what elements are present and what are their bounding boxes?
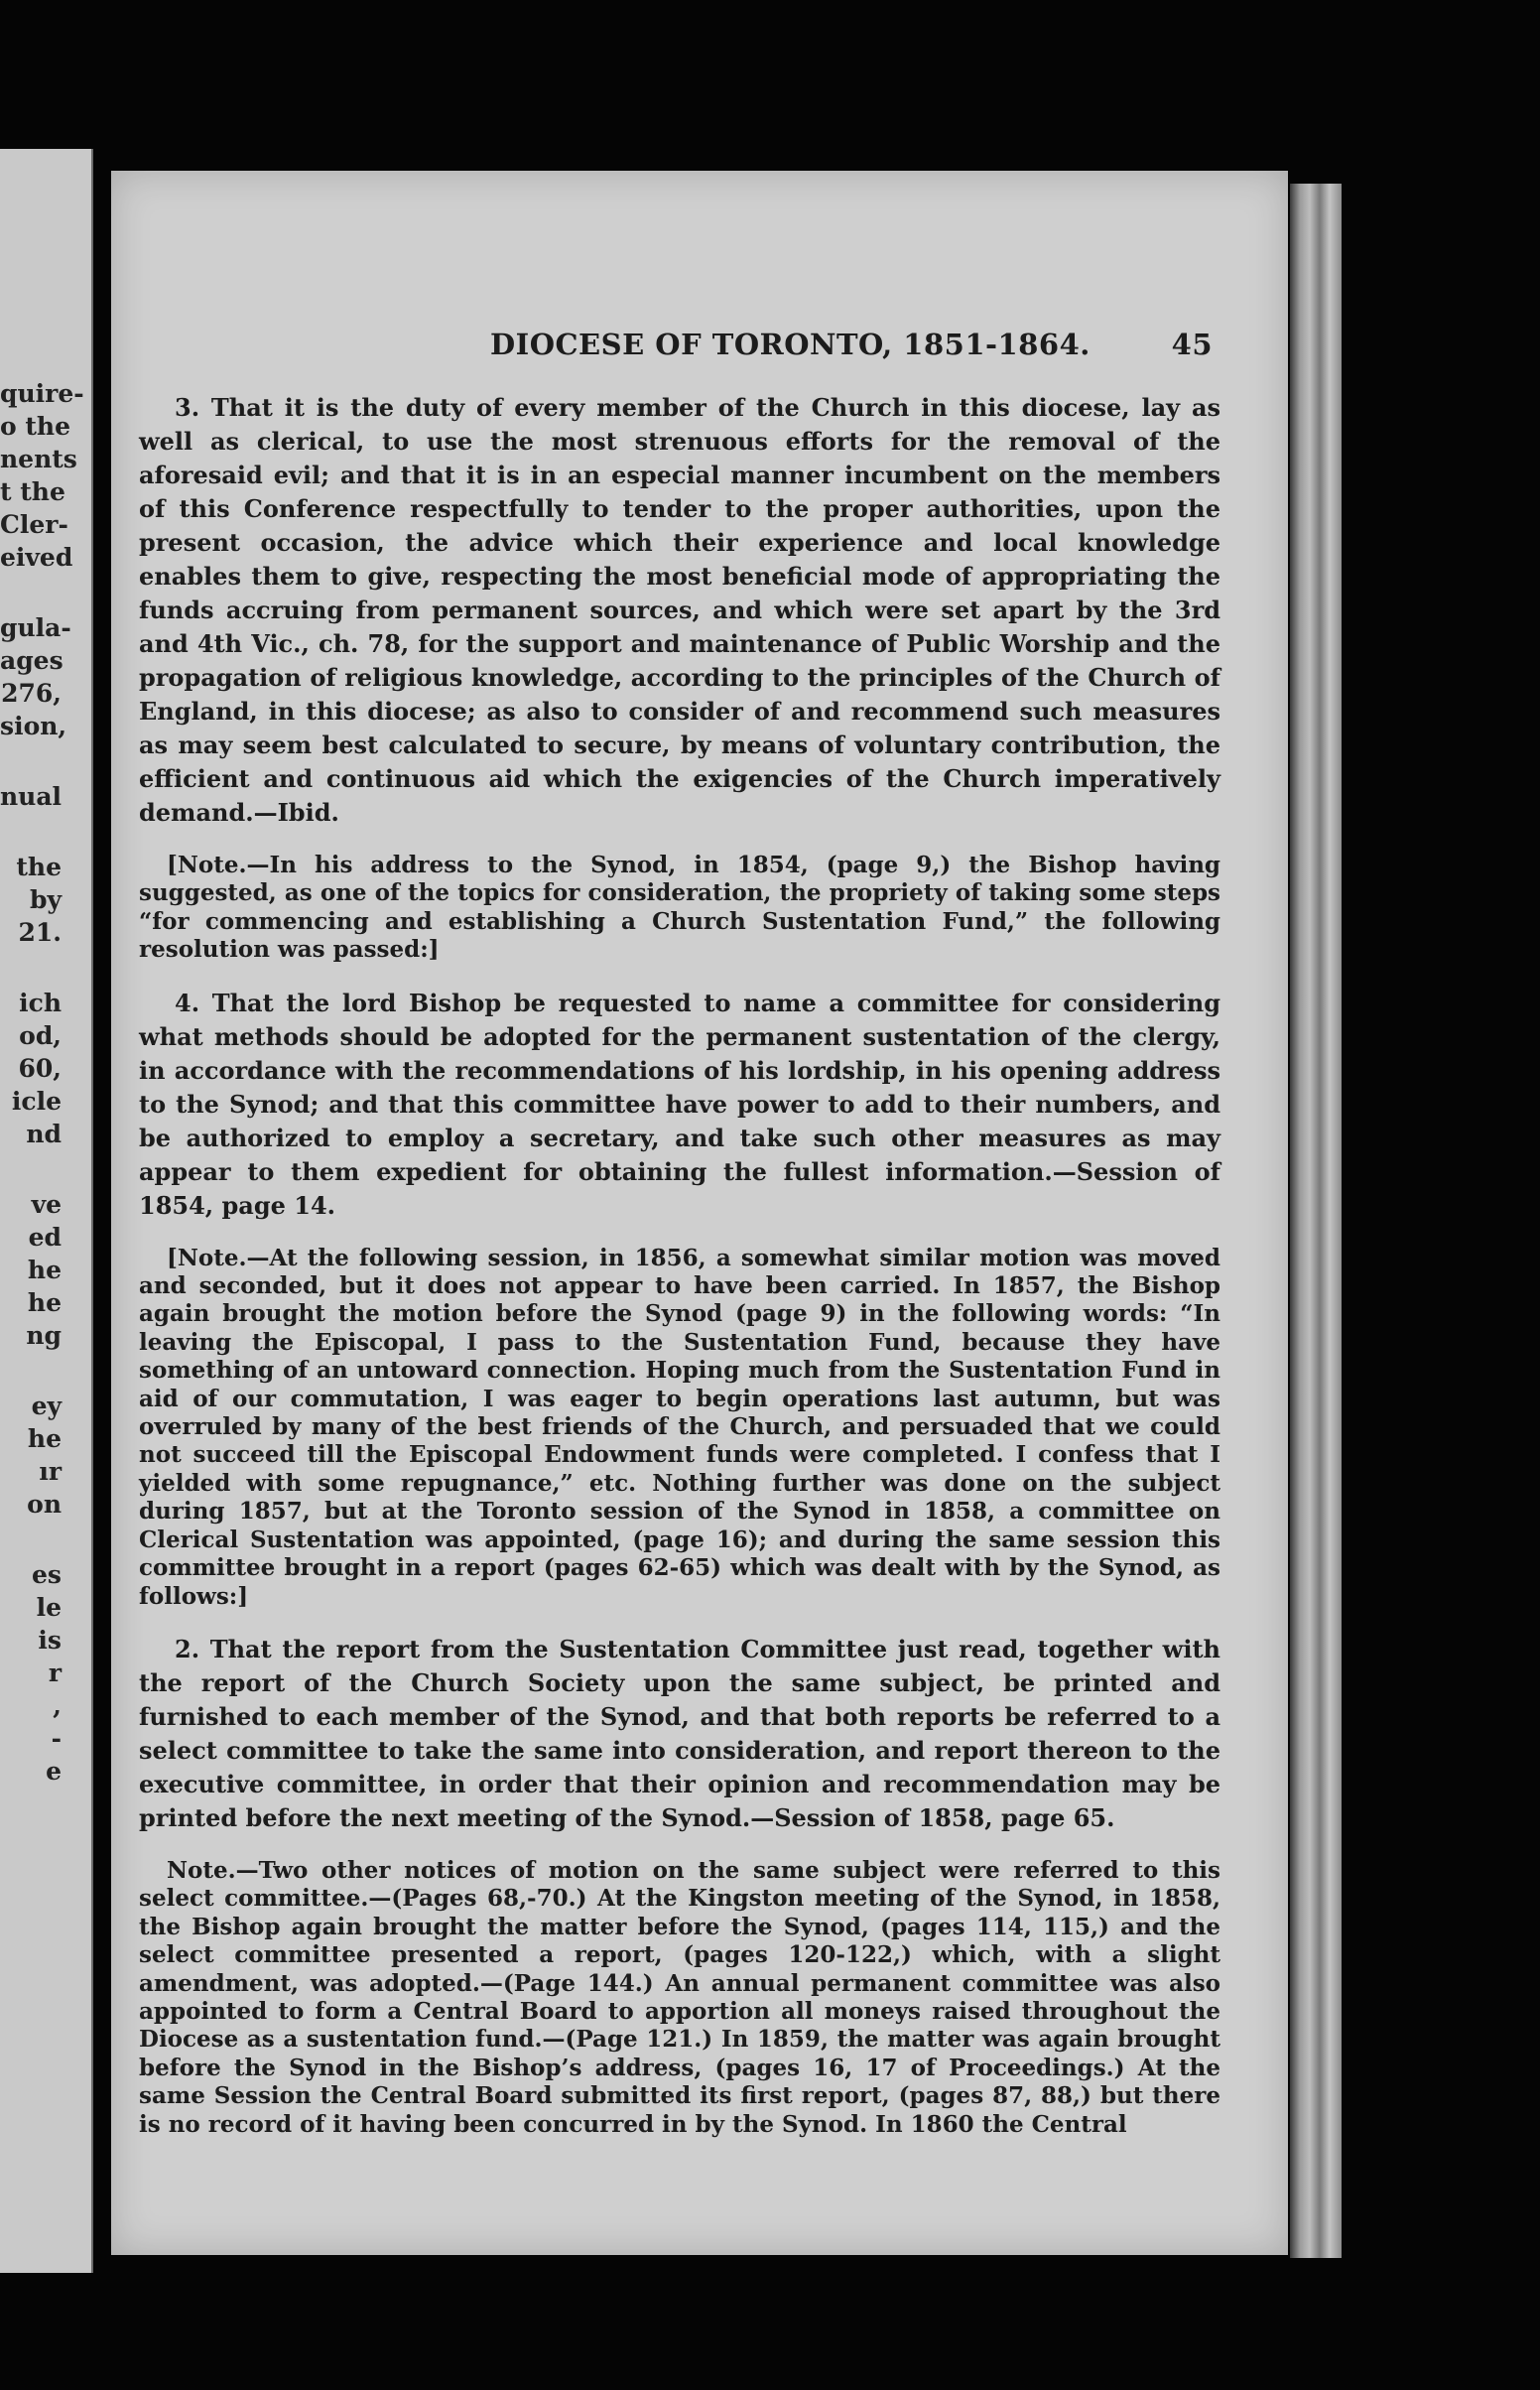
facing-page-fragment-line: 60, — [18, 1054, 62, 1083]
facing-page-fragment-line: Cler- — [0, 510, 68, 539]
facing-page-fragment-line: 276, — [1, 679, 62, 708]
facing-page-fragment-line: o the — [0, 412, 71, 441]
facing-page-fragment-line: ages — [0, 646, 64, 675]
note-central-board: Note.—Two other notices of motion on the same subject were referred to this select committee.—(Pages 68,-70.) At the Kingston meeting of the Synod, in 1858, the Bishop again brought the matter before the Synod, (pages 114, 115,) and the select committee presented a report, (pages 120-122,) which, with a slight amendment, was adopted.—(Page 144.) An annual permanent committee was also appointed to form a Central Board to apportion all moneys raised throughout the Diocese as a sustentation fund.—(Page 121.) In 1859, the matter was again brought before the Synod in the Bishop’s address, (pages 16, 17 of Proceedings.) At the same Session the Central Board submitted its first report, (pages 87, 88,) but there is no record of it having been concurred in by the Synod. In 1860 the Central — [139, 1856, 1220, 2138]
running-title: DIOCESE OF TORONTO, 1851-1864. — [490, 328, 1091, 361]
facing-page-fragment-line: le — [36, 1593, 62, 1622]
page-number: 45 — [1171, 328, 1213, 361]
facing-page-fragment-line — [0, 1352, 91, 1390]
facing-page-fragment-line: r — [48, 1659, 62, 1687]
note-1856-1858: [Note.—At the following session, in 1856, a somewhat similar motion was moved and seconded, but it does not appear to have been carried. In 1857, the Bishop again brought the motion before the Synod (page 9) in the following words: “In leaving the Episcopal, I pass to the Sustentation Fund, because they have something of an untoward connection. Hoping much from the Sustentation Fund in aid of our commutation, I was eager to begin operations last autumn, but was overruled by many of the best friends of the Church, and persuaded that we could not succeed till the Episcopal Endowment funds were completed. I confess that I yielded with some repugnance,” etc. Nothing further was done on the subject during 1857, but at the Toronto session of the Synod in 1858, a committee on Clerical Sustentation was appointed, (page 16); and during the same session this committee brought in a report (pages 62-65) which was dealt with by the Synod, as follows:] — [139, 1244, 1220, 1610]
facing-page-fragment-line: quire- — [0, 379, 84, 408]
facing-page-fragment-line: - — [51, 1724, 62, 1753]
facing-page-fragment-line: icle — [11, 1087, 62, 1116]
running-header — [379, 328, 1213, 371]
facing-page-fragment-line: by — [29, 885, 62, 914]
facing-page-fragment-line: ng — [26, 1321, 62, 1350]
page-edge-shadow — [1290, 184, 1342, 2258]
facing-page-fragment-line: sion, — [0, 712, 67, 740]
facing-page-fragment-line: ve — [31, 1190, 62, 1219]
resolution-2: 2. That the report from the Sustentation Committee just read, together with the report of the Church Society upon the same subject, be printed and furnished to each member of the Synod, and that both reports be referred to a select committee to take the same into consideration, and report thereon to the executive committee, in order that their opinion and recommendation may be printed before the next meeting of the Synod.—Session of 1858, page 65. — [139, 1634, 1220, 1832]
facing-page-fragment-line: ır — [39, 1457, 62, 1486]
facing-page-fragment-line: od, — [19, 1021, 62, 1050]
facing-page-fragment-line: ed — [28, 1223, 62, 1252]
facing-page-fragment-line — [0, 1150, 91, 1188]
facing-page-fragment-line: ey — [31, 1392, 62, 1420]
facing-page-fragment-line: he — [27, 1288, 62, 1317]
facing-page-fragment-line: t the — [0, 477, 65, 506]
facing-page-fragment-line: he — [27, 1424, 62, 1453]
facing-page-fragment-line — [0, 574, 91, 611]
facing-page-fragment — [0, 149, 93, 2273]
facing-page-fragment-line: es — [32, 1560, 62, 1589]
facing-page-fragment-line: e — [46, 1757, 62, 1786]
page-body — [139, 391, 1220, 2161]
facing-page-fragment-line: 21. — [18, 918, 62, 947]
facing-page-fragment-line: he — [27, 1256, 62, 1284]
facing-page-fragment-line — [0, 742, 91, 780]
facing-page-fragment-line: nual — [0, 782, 63, 811]
note-1854-address: [Note.—In his address to the Synod, in 1854, (page 9,) the Bishop having suggested, as one of the topics for consideration, the propriety of taking some steps “for commencing and establishing a Church Sustentation Fund,” the following resolution was passed:] — [139, 852, 1220, 964]
facing-page-fragment-line — [0, 813, 91, 851]
facing-page-fragment-line: eived — [0, 543, 73, 572]
facing-page-fragment-line: the — [16, 853, 62, 881]
facing-page-fragment-line: gula- — [0, 613, 71, 642]
facing-page-fragment-line: nd — [26, 1120, 62, 1148]
facing-page-text — [0, 377, 91, 1788]
facing-page-fragment-line: , — [53, 1691, 62, 1720]
book-page — [111, 171, 1288, 2255]
facing-page-fragment-line — [0, 1521, 91, 1558]
facing-page-fragment-line: ich — [19, 989, 62, 1017]
facing-page-fragment-line: is — [38, 1626, 62, 1655]
resolution-3: 3. That it is the duty of every member of the Church in this diocese, lay as well as clerical, to use the most strenuous efforts for the removal of the aforesaid evil; and that it is in an especial manner incumbent on the members of this Conference respectfully to tender to the proper authorities, upon the present occasion, the advice which their experience and local knowledge enables them to give, respecting the most beneficial mode of appropriating the funds accruing from permanent sources, and which were set apart by the 3rd and 4th Vic., ch. 78, for the support and maintenance of Public Worship and the propagation of religious knowledge, according to the principles of the Church of England, in this diocese; as also to consider of and recommend such measures as may seem best calculated to secure, by means of voluntary contribution, the efficient and continuous aid which the exigencies of the Church imperatively demand.—Ibid. — [139, 393, 1220, 827]
facing-page-fragment-line: on — [27, 1490, 62, 1519]
facing-page-fragment-line: nents — [0, 445, 77, 473]
facing-page-fragment-line — [0, 949, 91, 987]
resolution-4: 4. That the lord Bishop be requested to name a committee for considering what methods should be adopted for the permanent sustentation of the clergy, in accordance with the recommendations of his lordship, in his opening address to the Synod; and that this committee have power to add to their numbers, and be authorized to employ a secretary, and take such other measures as may appear to them expedient for obtaining the fullest information.—Session of 1854, page 14. — [139, 988, 1220, 1220]
